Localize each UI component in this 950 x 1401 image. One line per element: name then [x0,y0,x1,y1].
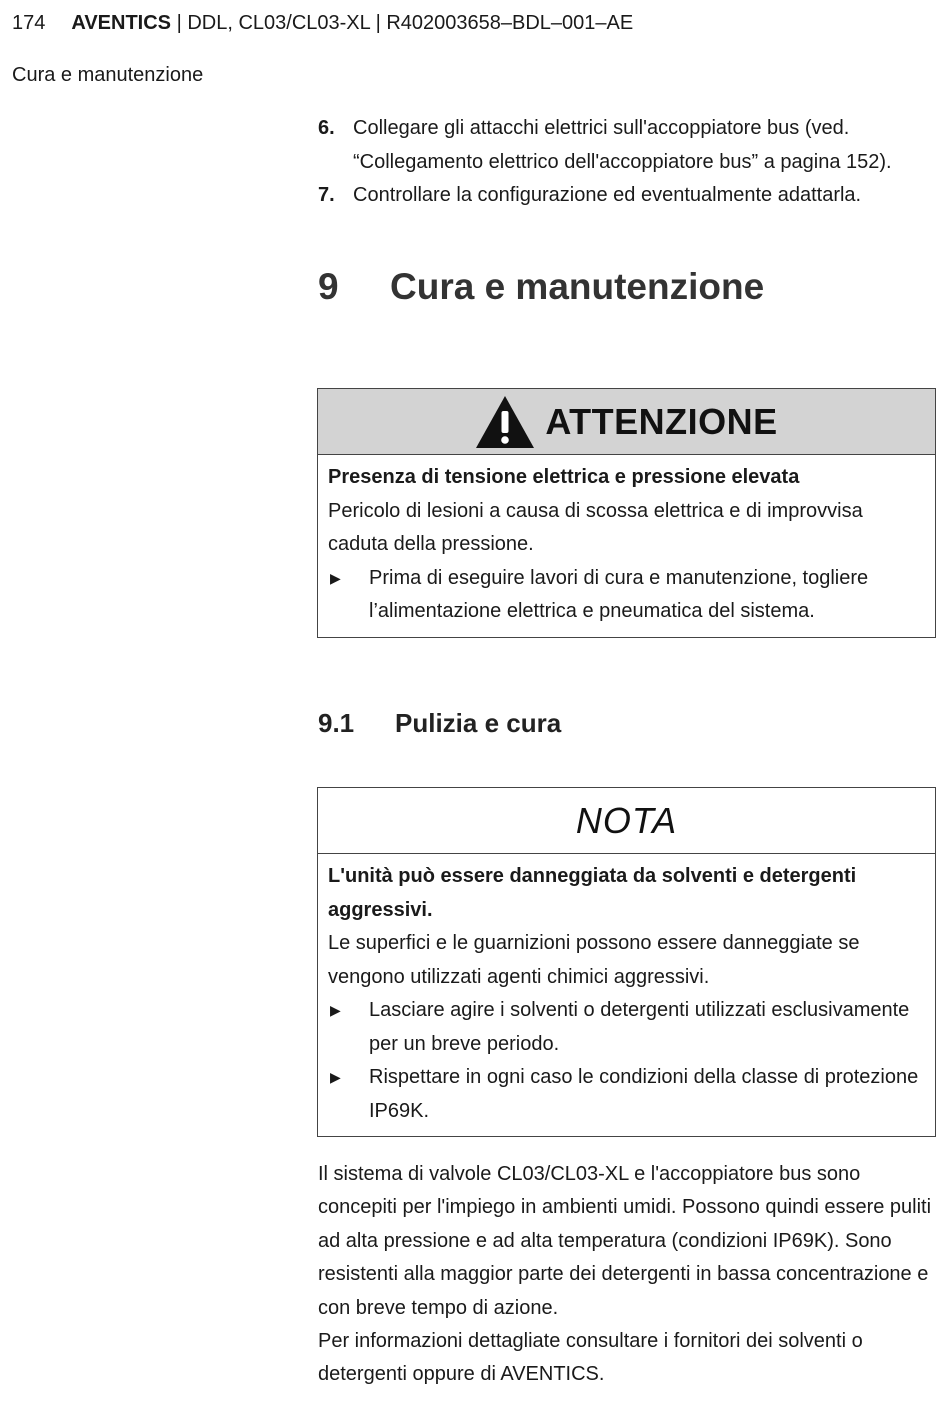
warning-box [317,388,936,638]
warning-title: ATTENZIONE [545,400,778,442]
page-header [12,12,633,35]
section-title: Pulizia e cura [395,708,562,738]
step-number: 7. [318,184,335,206]
list-item [328,562,925,629]
note-title: NOTA [575,799,678,841]
chapter-number: 9 [318,266,339,307]
bullet-arrow-icon: ▶ [330,569,341,586]
chapter-heading [318,266,764,308]
list-item [328,994,925,1061]
page-number: 174 [12,12,46,34]
section-number: 9.1 [318,708,355,738]
paragraph: Per informazioni dettagliate consultare i fornitori dei solventi o detergenti oppure di AVENTICS. [318,1330,863,1386]
note-heading: L'unità può essere danneggiata da solventi e detergenti aggressivi. [328,865,857,921]
note-box [317,787,936,1137]
step-text: Collegare gli attacchi elettrici sull'accoppiatore bus (ved. “Collegamento elettrico dell'accoppiatore bus” a pagina 152). [353,117,892,173]
step-number: 6. [318,117,335,139]
warning-triangle-icon [475,395,535,449]
note-header [318,788,935,854]
brand-name: AVENTICS [71,12,172,34]
bullet-text: Rispettare in ogni caso le condizioni della classe di protezione IP69K. [369,1066,919,1122]
section-heading [318,708,561,739]
chapter-title: Cura e manutenzione [390,266,765,307]
document-info: | DDL, CL03/CL03-XL | R402003658–BDL–001–AE [171,12,634,34]
note-text: Le superfici e le guarnizioni possono essere danneggiate se vengono utilizzati agenti chimici aggressivi. [328,932,860,988]
bullet-arrow-icon: ▶ [330,1069,341,1085]
warning-heading: Presenza di tensione elettrica e pressione elevata [328,466,800,488]
step-text: Controllare la configurazione ed eventualmente adattarla. [353,184,862,206]
paragraph: Il sistema di valvole CL03/CL03-XL e l'accoppiatore bus sono concepiti per l'impiego in ambienti umidi. Possono quindi essere puliti ad alta pressione e ad alta temperatura (condizioni IP69K). Sono resistenti alla maggior parte dei detergenti in bassa concentrazione e con breve tempo di azione. [318,1163,932,1319]
note-body [318,854,935,1136]
bullet-text: Lasciare agire i solventi o detergenti utilizzati esclusivamente per un breve periodo. [369,999,910,1055]
warning-body [318,455,935,637]
body-text [318,1158,940,1392]
warning-text: Pericolo di lesioni a causa di scossa elettrica e di improvvisa caduta della pressione. [328,499,863,555]
bullet-arrow-icon: ▶ [330,1002,341,1018]
list-item [328,1061,925,1128]
warning-header [318,389,935,455]
running-title: Cura e manutenzione [12,64,204,86]
bullet-text: Prima di eseguire lavori di cura e manutenzione, togliere l’alimentazione elettrica e pneumatica del sistema. [369,566,869,622]
